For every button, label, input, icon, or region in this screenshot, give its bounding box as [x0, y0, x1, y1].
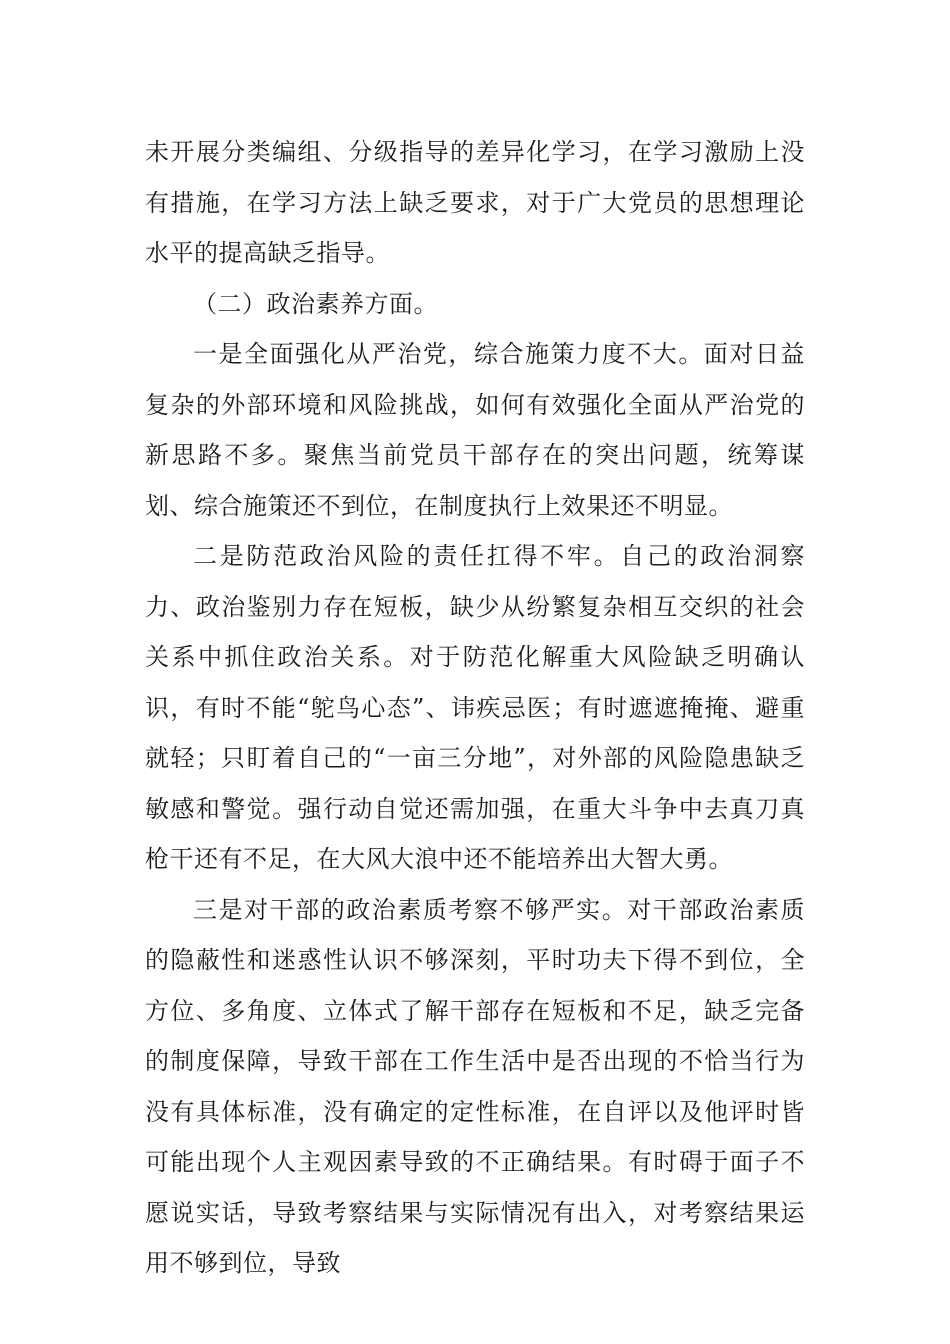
section-heading: （二）政治素养方面。 — [193, 289, 438, 318]
paragraph-continued: 未开展分类编组、分级指导的差异化学习，在学习激励上没有措施，在学习方法上缺乏要求，对于广大党员的思想理论水平的提高缺乏指导。 — [145, 138, 805, 267]
paragraph-point-one: 一是全面强化从严治党，综合施策力度不大。面对日益复杂的外部环境和风险挑战，如何有效强化全面从严治党的新思路不多。聚焦当前党员干部存在的突出问题，统筹谋划、综合施策还不到位，在制度执行上效果还不明显。 — [145, 340, 805, 520]
document-body — [145, 127, 805, 1289]
paragraph-point-two: 二是防范政治风险的责任扛得不牢。自己的政治洞察力、政治鉴别力存在短板，缺少从纷繁复杂相互交织的社会关系中抓住政治关系。对于防范化解重大风险缺乏明确认识，有时不能“鸵鸟心态”、讳疾忌医；有时遮遮掩掩、避重就轻；只盯着自己的“一亩三分地”，对外部的风险隐患缺乏敏感和警觉。强行动自觉还需加强，在重大斗争中去真刀真枪干还有不足，在大风大浪中还不能培养出大智大勇。 — [145, 542, 805, 873]
paragraph-point-three: 三是对干部的政治素质考察不够严实。对干部政治素质的隐蔽性和迷惑性认识不够深刻，平时功夫下得不到位，全方位、多角度、立体式了解干部存在短板和不足，缺乏完备的制度保障，导致干部在工作生活中是否出现的不恰当行为没有具体标准，没有确定的定性标准，在自评以及他评时皆可能出现个人主观因素导致的不正确结果。有时碍于面子不愿说实话，导致考察结果与实际情况有出入，对考察结果运用不够到位，导致 — [145, 895, 805, 1277]
